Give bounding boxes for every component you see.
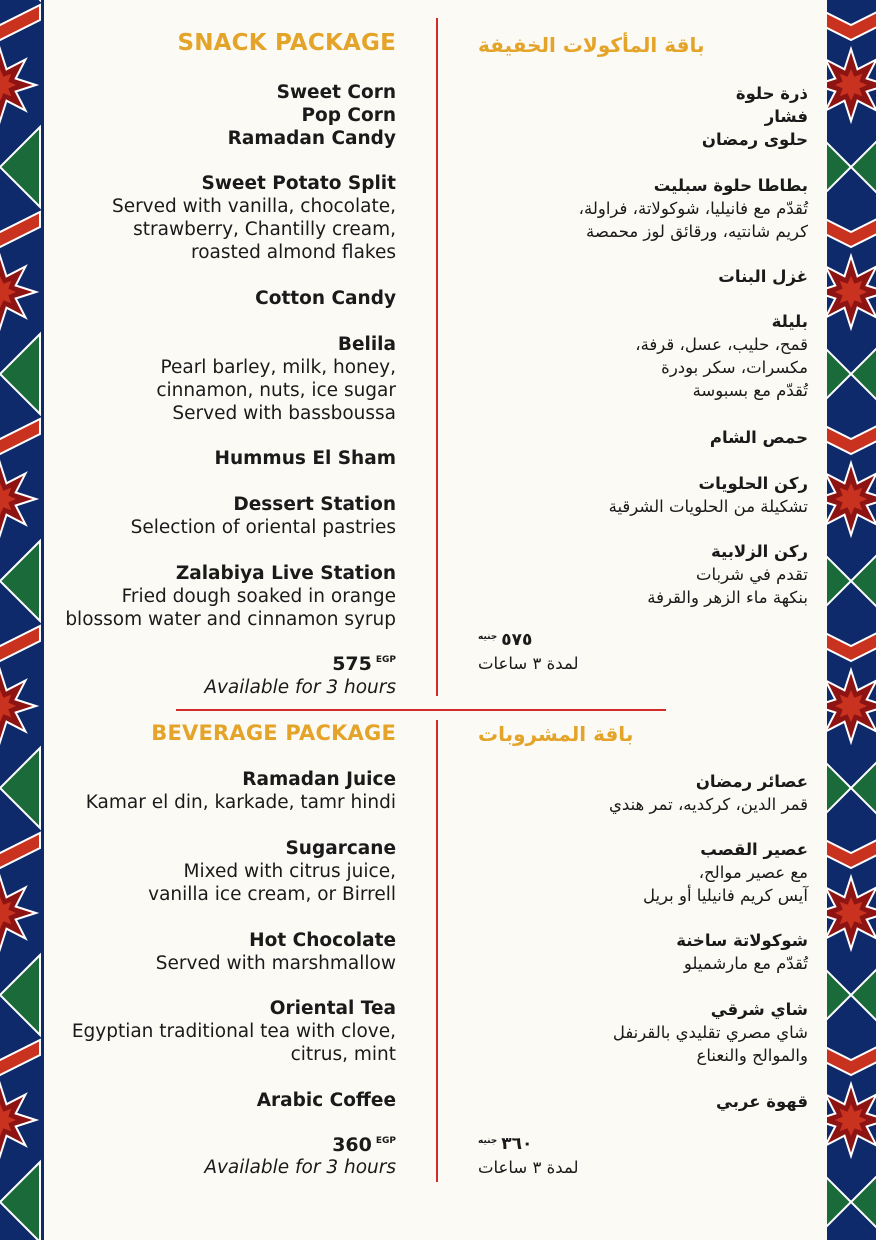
item-heading: ركن الحلويات	[698, 474, 808, 493]
snack-item-ar	[478, 82, 808, 105]
snack-item-en	[36, 562, 396, 631]
item-description: vanilla ice cream, or Birrell	[148, 884, 396, 905]
snack-item-ar	[478, 472, 808, 518]
snack-item-ar	[478, 174, 808, 243]
item-description: مكسرات، سكر بودرة	[661, 358, 808, 377]
item-heading: غزل البنات	[718, 267, 808, 286]
beverage-availability-ar: لمدة ٣ ساعات	[478, 1158, 579, 1177]
snack-item-ar	[478, 105, 808, 128]
item-heading: ركن الزلابية	[710, 542, 808, 561]
item-description: تشكيلة من الحلويات الشرقية	[608, 497, 808, 516]
currency-label: جنيه	[478, 1136, 498, 1146]
item-description: تقدم في شربات	[695, 565, 808, 584]
item-description: Served with vanilla, chocolate,	[111, 196, 396, 217]
snack-item-en	[36, 127, 396, 150]
snack-item-en	[36, 493, 396, 539]
beverage-item-en	[36, 837, 396, 906]
currency-label: جنيه	[478, 632, 498, 642]
snack-title-en: SNACK PACKAGE	[177, 30, 396, 56]
item-heading: قهوة عربي	[716, 1092, 808, 1111]
price-value: ٥٧٥	[501, 630, 533, 650]
item-description: Served with bassboussa	[172, 403, 396, 424]
snack-price-ar	[478, 630, 532, 650]
item-description: Egyptian traditional tea with clove,	[71, 1021, 396, 1042]
beverage-item-en	[36, 929, 396, 975]
snack-item-en	[36, 104, 396, 127]
price-value: 360	[332, 1134, 372, 1156]
snack-item-en	[36, 81, 396, 104]
item-heading: Sweet Potato Split	[201, 173, 396, 194]
item-heading: شوكولاتة ساخنة	[676, 931, 808, 950]
item-heading: بطاطا حلوة سبليت	[653, 176, 808, 195]
snack-item-en	[36, 287, 396, 310]
item-heading: Belila	[337, 334, 396, 355]
item-heading: عصير القصب	[700, 840, 808, 859]
item-description: Kamar el din, karkade, tamr hindi	[85, 792, 396, 813]
beverage-item-en	[36, 997, 396, 1066]
item-description: Mixed with citrus juice,	[183, 861, 396, 882]
beverage-item-ar	[478, 770, 808, 816]
beverage-title-ar: باقة المشروبات	[478, 722, 634, 746]
item-heading: Cotton Candy	[255, 288, 396, 309]
beverage-price-ar	[478, 1134, 532, 1154]
snack-item-ar	[478, 310, 808, 402]
item-heading: حمص الشام	[709, 428, 808, 447]
center-divider-bottom	[436, 720, 438, 1182]
item-description: blossom water and cinnamon syrup	[65, 609, 396, 630]
beverage-item-ar	[478, 998, 808, 1067]
price-value: ٣٦٠	[501, 1134, 533, 1154]
item-heading: Pop Corn	[301, 105, 396, 126]
snack-price-en	[332, 653, 396, 675]
item-description: cinnamon, nuts, ice sugar	[156, 380, 396, 401]
item-description: Fried dough soaked in orange	[121, 586, 396, 607]
price-value: 575	[332, 653, 372, 675]
item-description: قمر الدين، كركديه، تمر هندي	[609, 795, 808, 814]
snack-item-ar	[478, 265, 808, 288]
item-description: قمح، حليب، عسل، قرفة،	[635, 335, 808, 354]
item-heading: Arabic Coffee	[256, 1090, 396, 1111]
item-heading: Hummus El Sham	[214, 448, 396, 469]
item-description: كريم شانتيه، ورقائق لوز محمصة	[586, 222, 808, 241]
item-description: Served with marshmallow	[155, 953, 396, 974]
beverage-title-en: BEVERAGE PACKAGE	[151, 721, 396, 745]
item-description: شاي مصري تقليدي بالقرنفل	[612, 1023, 808, 1042]
item-description: تُقدّم مع بسبوسة	[692, 381, 808, 400]
snack-item-ar	[478, 540, 808, 609]
item-heading: عصائر رمضان	[695, 772, 808, 791]
item-heading: Dessert Station	[233, 494, 396, 515]
item-heading: بليلة	[771, 312, 808, 331]
item-description: citrus, mint	[290, 1044, 396, 1065]
item-heading: Ramadan Juice	[242, 769, 396, 790]
item-description: strawberry, Chantilly cream,	[133, 219, 396, 240]
item-heading: Sweet Corn	[276, 82, 396, 103]
snack-availability-en: Available for 3 hours	[204, 677, 396, 698]
item-description: مع عصير موالح،	[698, 863, 808, 882]
beverage-item-ar	[478, 838, 808, 907]
item-heading: ذرة حلوة	[735, 84, 808, 103]
beverage-item-ar	[478, 1090, 808, 1113]
currency-label: EGP	[375, 1136, 396, 1146]
beverage-item-en	[36, 768, 396, 814]
snack-item-en	[36, 172, 396, 264]
snack-item-ar	[478, 128, 808, 151]
item-heading: فشار	[764, 107, 808, 126]
beverage-item-en	[36, 1089, 396, 1112]
item-description: والموالح والنعناع	[696, 1046, 808, 1065]
item-description: تُقدّم مع مارشميلو	[683, 954, 808, 973]
right-pattern-border	[827, 0, 876, 1240]
item-description: Selection of oriental pastries	[130, 517, 396, 538]
item-heading: Hot Chocolate	[249, 930, 396, 951]
item-description: آيس كريم فانيليا أو بريل	[642, 886, 808, 905]
item-description: roasted almond flakes	[191, 242, 396, 263]
item-heading: حلوى رمضان	[701, 130, 808, 149]
item-heading: Ramadan Candy	[227, 128, 396, 149]
snack-title-ar: باقة المأكولات الخفيفة	[478, 33, 705, 57]
snack-availability-ar: لمدة ٣ ساعات	[478, 654, 579, 673]
islamic-star-pattern-icon	[827, 0, 876, 1240]
item-heading: Sugarcane	[285, 838, 396, 859]
item-heading: Zalabiya Live Station	[175, 563, 396, 584]
currency-label: EGP	[375, 655, 396, 665]
beverage-availability-en: Available for 3 hours	[204, 1157, 396, 1178]
center-divider-top	[436, 18, 438, 696]
item-heading: Oriental Tea	[269, 998, 396, 1019]
snack-item-en	[36, 333, 396, 425]
snack-item-ar	[478, 426, 808, 449]
beverage-item-ar	[478, 929, 808, 975]
item-description: بنكهة ماء الزهر والقرفة	[647, 588, 808, 607]
item-description: Pearl barley, milk, honey,	[160, 357, 396, 378]
item-description: تُقدّم مع فانيليا، شوكولاتة، فراولة،	[578, 199, 808, 218]
beverage-price-en	[332, 1134, 396, 1156]
item-heading: شاي شرقي	[710, 1000, 808, 1019]
snack-item-en	[36, 447, 396, 470]
section-divider	[176, 709, 666, 711]
